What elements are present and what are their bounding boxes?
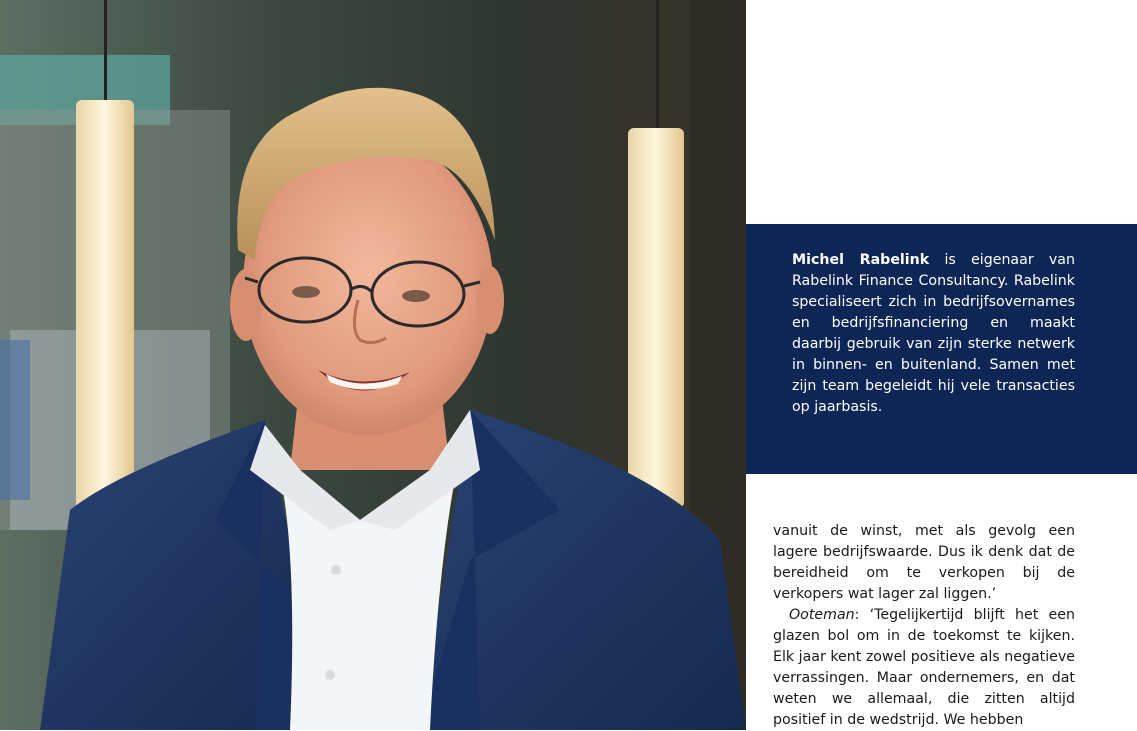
bio-box bbox=[746, 224, 1137, 474]
speaker-name: Ooteman bbox=[789, 607, 855, 623]
quote-text: : ‘Tegelijkertijd blijft het een glazen bol om in de toekomst te kijken. Elk jaar kent zowel positieve als negatieve verrassingen. Maar ondernemers, en dat weten we allemaal, die zitten altijd positief in de wedstrijd. We hebben bbox=[773, 607, 1075, 728]
article-text bbox=[773, 521, 1075, 731]
bio-description: is eigenaar van Rabelink Finance Consultancy. Rabelink specialiseert zich in bedrijfsovernames en bedrijfsfinanciering en maakt daarbij gebruik van zijn sterke netwerk in binnen- en buitenland. Samen met zijn team begeleidt hij vele transacties op jaarbasis. bbox=[792, 252, 1075, 415]
article-paragraph: vanuit de winst, met als gevolg een lagere bedrijfswaarde. Dus ik denk dat de bereidheid om te verkopen bij de verkopers wat lager zal liggen.’ bbox=[773, 523, 1075, 602]
bio-text bbox=[792, 250, 1075, 418]
article-paragraph bbox=[773, 605, 1075, 731]
bio-name: Michel Rabelink bbox=[792, 252, 930, 268]
